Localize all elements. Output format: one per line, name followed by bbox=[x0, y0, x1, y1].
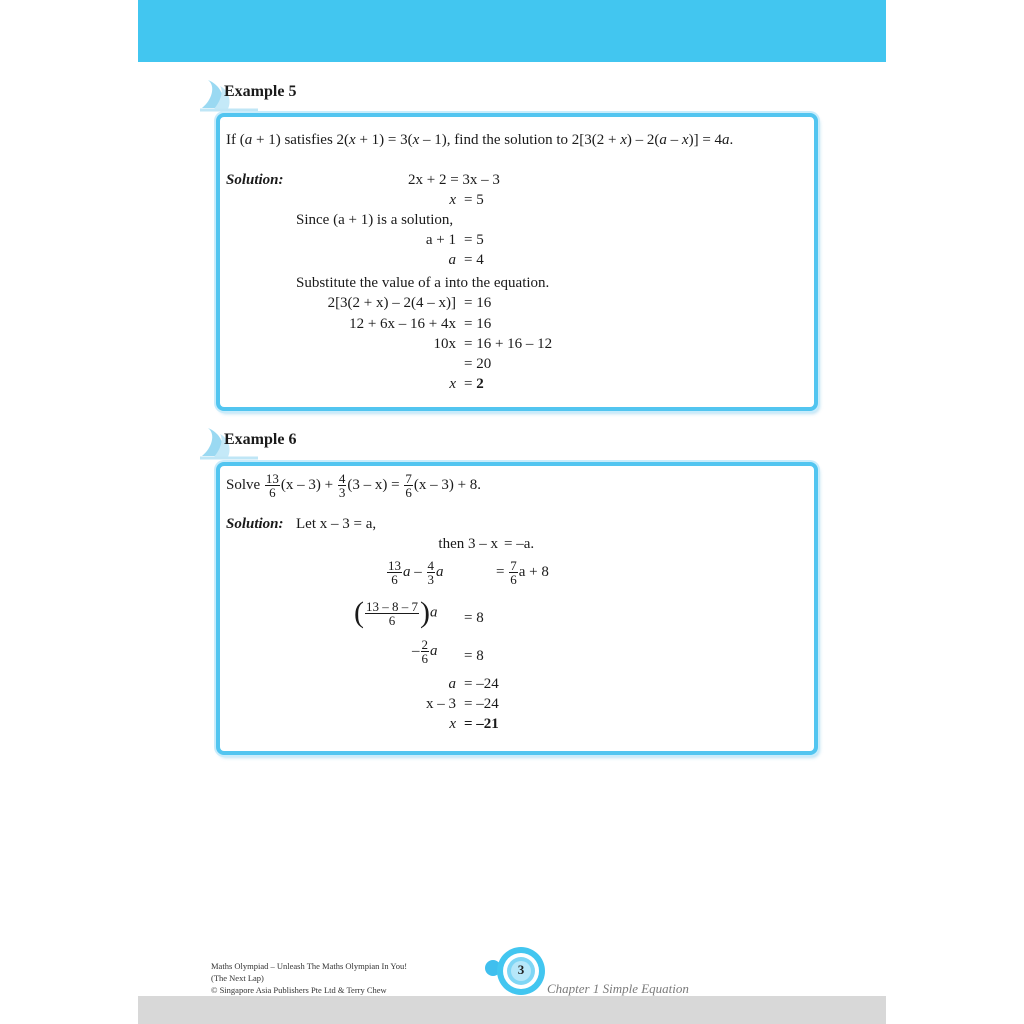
equation-rhs: = $\frac{7}{6}$ a + 8 bbox=[496, 558, 549, 587]
problem-statement: Solve $\frac{13}{6}$ (x – 3) + $\frac{4}{3}$ (3 – x) = $\frac{7}{6}$ (x – 3) + 8. bbox=[226, 471, 482, 500]
equation-line: $\frac{13}{6}$ a – $\frac{4}{3}$ a bbox=[388, 558, 444, 587]
step-lhs: a bbox=[448, 252, 456, 268]
solution-label: Solution: bbox=[226, 172, 284, 188]
step-lhs: a bbox=[448, 676, 456, 692]
example-6-box bbox=[216, 462, 818, 755]
equation-rhs: = 8 bbox=[464, 648, 484, 664]
example-title: Example 5 bbox=[224, 83, 297, 100]
step-rhs: = 5 bbox=[464, 192, 484, 208]
step-lhs: x bbox=[449, 192, 456, 208]
page-number: 3 bbox=[517, 962, 525, 977]
step-line: 2x + 2 = 3x – 3 bbox=[408, 172, 500, 188]
top-color-band bbox=[138, 0, 886, 62]
step-lhs: a + 1 bbox=[425, 232, 456, 248]
step-text: Since (a + 1) is a solution, bbox=[296, 212, 454, 228]
step-lhs: x bbox=[449, 716, 456, 732]
footer-book-title: Maths Olympiad – Unleash The Maths Olympian In You! bbox=[211, 961, 408, 971]
step-lhs: x – 3 bbox=[426, 696, 456, 712]
example-5-box bbox=[216, 113, 818, 411]
step-rhs: = 20 bbox=[464, 356, 492, 372]
step-text: Let x – 3 = a, bbox=[296, 516, 377, 532]
step-rhs: = 4 bbox=[464, 252, 484, 268]
final-answer: = 2 bbox=[464, 376, 484, 392]
final-answer: = –21 bbox=[464, 716, 499, 732]
bottom-color-band bbox=[138, 996, 886, 1024]
step-lhs: 2[3(2 + x) – 2(4 – x)] bbox=[327, 295, 456, 311]
step-text: Substitute the value of a into the equation. bbox=[296, 275, 550, 291]
step-rhs: = 5 bbox=[464, 232, 484, 248]
page-number-badge bbox=[496, 946, 546, 996]
equation-line: ( $\frac{13 - 8 - 7}{6}$ )a bbox=[354, 596, 438, 629]
book-page bbox=[138, 0, 886, 1024]
step-rhs: = 16 bbox=[464, 316, 492, 332]
step-lhs: then 3 – x bbox=[438, 536, 498, 552]
example-6-heading bbox=[200, 426, 360, 460]
step-lhs: 10x bbox=[433, 336, 456, 352]
step-rhs: = 16 bbox=[464, 295, 492, 311]
chapter-label: Chapter 1 Simple Equation bbox=[547, 981, 689, 996]
equation-rhs: = 8 bbox=[464, 610, 484, 626]
step-rhs: = –24 bbox=[464, 676, 499, 692]
example-title: Example 6 bbox=[224, 431, 297, 448]
solution-label: Solution: bbox=[226, 516, 284, 532]
footer-subtitle: (The Next Lap) bbox=[211, 973, 264, 983]
step-lhs: x bbox=[449, 376, 456, 392]
footer-credits bbox=[211, 960, 407, 996]
step-rhs: = 16 + 16 – 12 bbox=[464, 336, 553, 352]
step-lhs: 12 + 6x – 16 + 4x bbox=[349, 316, 456, 332]
problem-statement: If (a + 1) satisfies 2(x + 1) = 3(x – 1), find the solution to 2[3(2 + x) – 2(a – x)] = 4a. bbox=[226, 132, 734, 148]
example-5-heading bbox=[200, 78, 360, 112]
step-rhs: = –a. bbox=[504, 536, 535, 552]
equation-line: – $\frac{2}{6}$ a bbox=[412, 637, 438, 666]
step-rhs: = –24 bbox=[464, 696, 499, 712]
footer-copyright: © Singapore Asia Publishers Pte Ltd & Terry Chew bbox=[211, 985, 387, 995]
